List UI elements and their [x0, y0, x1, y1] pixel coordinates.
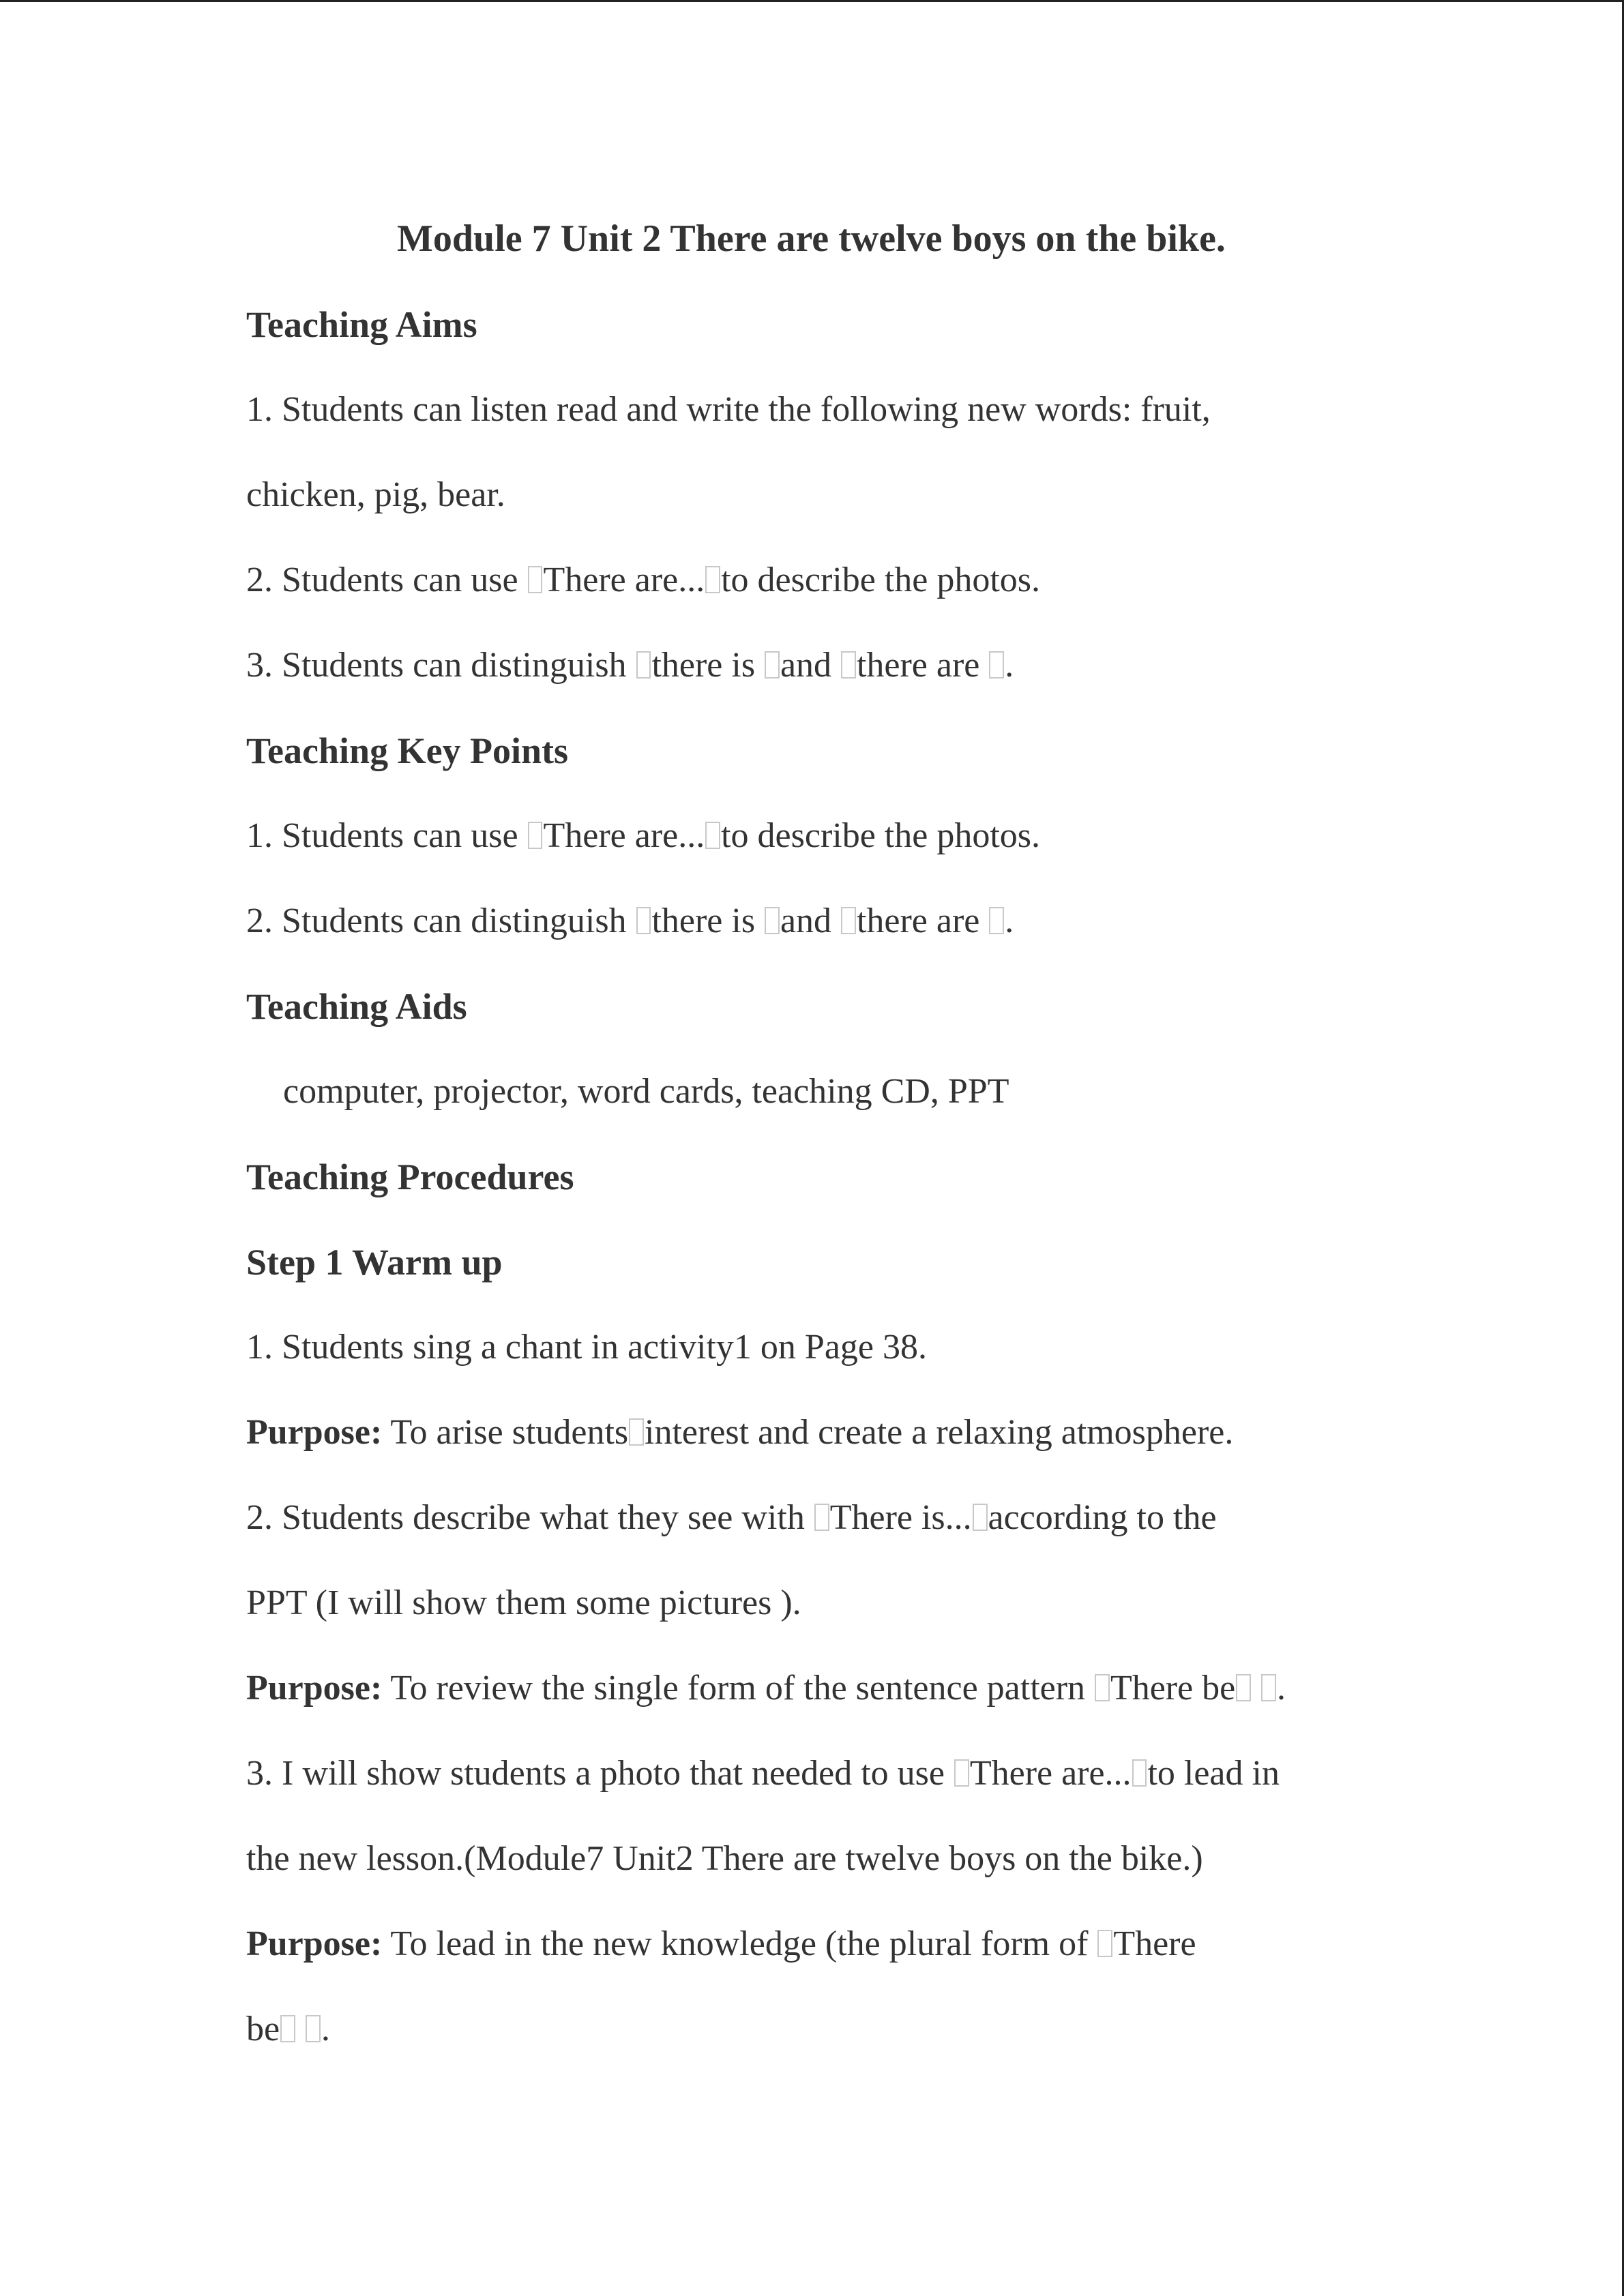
missing-glyph-box [636, 651, 651, 679]
text-run: 2. Students can use [246, 561, 527, 599]
text-run: . [1005, 901, 1014, 940]
text-run: to lead in [1147, 1754, 1280, 1793]
missing-glyph-box [306, 2015, 321, 2043]
heading-teaching-procedures: Teaching Procedures [246, 1157, 574, 1197]
text-run: 2. Students can distinguish [246, 901, 636, 940]
key-points-item-1 [246, 809, 1040, 863]
missing-glyph-box [1095, 1674, 1110, 1702]
procedure-item-3-line-1 [246, 1746, 1280, 1801]
text-run: There be [1110, 1669, 1236, 1708]
missing-glyph-box [1097, 1930, 1112, 1958]
text-run: There are... [543, 816, 705, 855]
text-run: . [321, 2010, 330, 2048]
text-run: there is [651, 901, 765, 940]
text-run: 3. I will show students a photo that needed to use [246, 1754, 954, 1793]
missing-glyph-box [1236, 1674, 1251, 1702]
missing-glyph-box [973, 1504, 988, 1532]
text-run: to describe the photos. [721, 816, 1041, 855]
aims-item-1-line-2: chicken, pig, bear. [246, 475, 505, 514]
text-run: . [1277, 1669, 1286, 1708]
text-run: 1. Students can use [246, 816, 527, 855]
missing-glyph-box [814, 1504, 829, 1532]
missing-glyph-box [528, 566, 543, 594]
procedure-item-2-line-2: PPT (I will show them some pictures ). [246, 1583, 801, 1622]
purpose-3-line-1 [246, 1917, 1196, 1971]
missing-glyph-box [989, 907, 1004, 935]
text-run: There is... [829, 1498, 972, 1537]
heading-step-1: Step 1 Warm up [246, 1242, 503, 1283]
procedure-item-2-line-1 [246, 1491, 1217, 1545]
purpose-label: Purpose: [246, 1413, 383, 1452]
missing-glyph-box [841, 907, 856, 935]
aids-list: computer, projector, word cards, teaching CD, PPT [283, 1072, 1009, 1111]
text-run: interest and create a relaxing atmosphere. [645, 1413, 1234, 1452]
text-run: to describe the photos. [721, 561, 1041, 599]
text-run: according to the [988, 1498, 1217, 1537]
text-run: There are... [543, 561, 705, 599]
missing-glyph-box [636, 907, 651, 935]
missing-glyph-box [765, 907, 780, 935]
text-run: there is [651, 646, 765, 685]
text-run: there are [856, 646, 989, 685]
text-run: 2. Students describe what they see with [246, 1498, 814, 1537]
text-run: be [246, 2010, 280, 2048]
purpose-label: Purpose: [246, 1924, 383, 1963]
document-title: Module 7 Unit 2 There are twelve boys on the bike. [397, 218, 1226, 260]
text-run: To lead in the new knowledge (the plural form of [382, 1924, 1097, 1963]
missing-glyph-box [629, 1418, 644, 1446]
aims-item-3 [246, 638, 1014, 693]
missing-glyph-box [1132, 1759, 1147, 1787]
procedure-item-3-line-2: the new lesson.(Module7 Unit2 There are twelve boys on the bike.) [246, 1839, 1203, 1878]
missing-glyph-box [1261, 1674, 1276, 1702]
text-run: 3. Students can distinguish [246, 646, 636, 685]
purpose-1 [246, 1405, 1233, 1460]
text-run: There are... [969, 1754, 1132, 1793]
missing-glyph-box [528, 822, 543, 850]
aims-item-1-line-1: 1. Students can listen read and write the following new words: fruit, [246, 390, 1211, 429]
text-run: There [1113, 1924, 1196, 1963]
purpose-label: Purpose: [246, 1669, 383, 1708]
page-top-border [0, 0, 1624, 2]
text-run: To review the single form of the sentence pattern [382, 1669, 1095, 1708]
key-points-item-2 [246, 894, 1014, 949]
missing-glyph-box [954, 1759, 969, 1787]
missing-glyph-box [705, 822, 720, 850]
text-run: To arise students [382, 1413, 629, 1452]
procedure-item-1: 1. Students sing a chant in activity1 on Page 38. [246, 1328, 927, 1367]
missing-glyph-box [280, 2015, 295, 2043]
purpose-2 [246, 1661, 1286, 1716]
missing-glyph-box [989, 651, 1004, 679]
heading-teaching-aids: Teaching Aids [246, 986, 467, 1027]
missing-glyph-box [841, 651, 856, 679]
text-run: and [780, 646, 841, 685]
missing-glyph-box [705, 566, 720, 594]
text-run: . [1005, 646, 1014, 685]
text-run: there are [856, 901, 989, 940]
aims-item-2 [246, 553, 1040, 608]
missing-glyph-box [765, 651, 780, 679]
purpose-3-line-2 [246, 2002, 330, 2057]
heading-teaching-aims: Teaching Aims [246, 304, 477, 345]
heading-teaching-key-points: Teaching Key Points [246, 730, 569, 771]
text-run: and [780, 901, 841, 940]
